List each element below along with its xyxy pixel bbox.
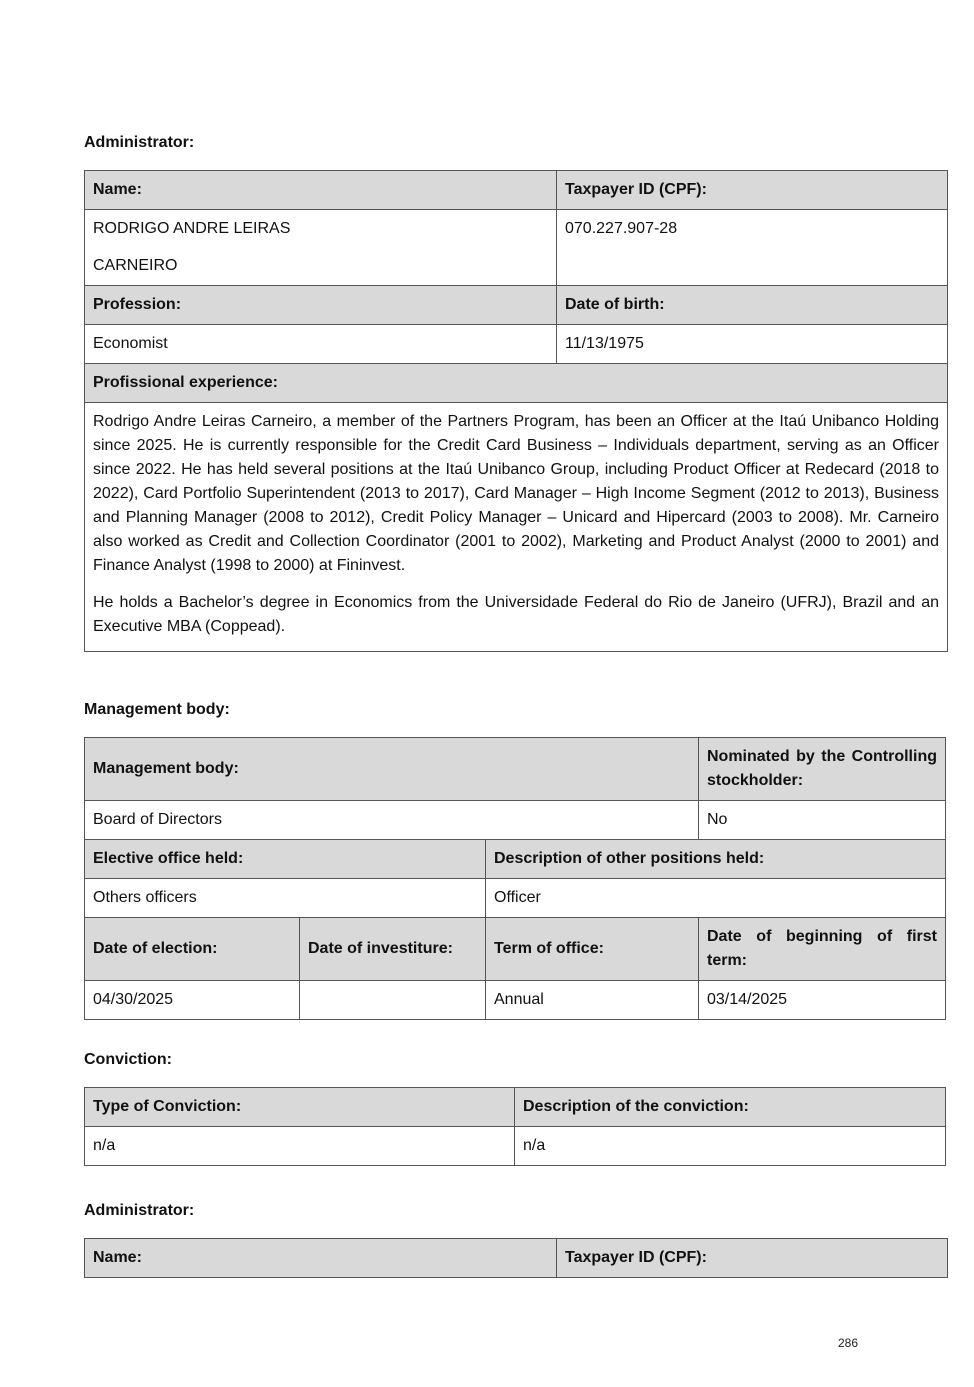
investiture-date-label: Date of investiture: (300, 918, 486, 981)
first-term-label: Date of beginning of first term: (699, 918, 946, 981)
conviction-type-label: Type of Conviction: (85, 1088, 515, 1127)
term-label: Term of office: (486, 918, 699, 981)
term-value: Annual (486, 981, 699, 1020)
dob-label: Date of birth: (557, 286, 948, 325)
cpf-label-2: Taxpayer ID (CPF): (557, 1239, 948, 1278)
conviction-heading: Conviction: (84, 1051, 172, 1068)
name-line-1: RODRIGO ANDRE LEIRAS (93, 220, 291, 237)
dob-value: 11/13/1975 (557, 325, 948, 364)
experience-text (85, 403, 948, 652)
experience-label: Profissional experience: (85, 364, 948, 403)
election-date-label: Date of election: (85, 918, 300, 981)
management-body-label: Management body: (85, 738, 699, 801)
election-date-value: 04/30/2025 (85, 981, 300, 1020)
other-positions-label: Description of other positions held: (486, 840, 946, 879)
administrator-table-2 (84, 1238, 948, 1278)
conviction-description-value: n/a (515, 1127, 946, 1166)
elective-office-value: Others officers (85, 879, 486, 918)
administrator-table (84, 170, 948, 652)
name-value (85, 210, 557, 286)
nominated-label: Nominated by the Controlling stockholder: (699, 738, 946, 801)
administrator-heading-2: Administrator: (84, 1202, 195, 1219)
management-body-value: Board of Directors (85, 801, 699, 840)
management-body-table (84, 737, 946, 1020)
conviction-description-label: Description of the conviction: (515, 1088, 946, 1127)
profession-label: Profession: (85, 286, 557, 325)
cpf-label: Taxpayer ID (CPF): (557, 171, 948, 210)
experience-paragraph-1: Rodrigo Andre Leiras Carneiro, a member of the Partners Program, has been an Officer at the Itaú Unibanco Holding since 2025. He is currently responsible for the Credit Card Business – Individuals department, serving as an Officer since 2022. He has held several positions at the Itaú Unibanco Group, including Product Officer at Redecard (2018 to 2022), Card Portfolio Superintendent (2013 to 2017), Card Manager – High Income Segment (2012 to 2013), Business and Planning Manager (2008 to 2012), Credit Policy Manager – Unicard and Hipercard (2003 to 2008). Mr. Carneiro also worked as Credit and Collection Coordinator (2001 to 2002), Marketing and Product Analyst (2000 to 2001) and Finance Analyst (1998 to 2000) at Fininvest. (93, 413, 939, 574)
profession-value: Economist (85, 325, 557, 364)
cpf-value: 070.227.907-28 (557, 210, 948, 286)
first-term-value: 03/14/2025 (699, 981, 946, 1020)
nominated-value: No (699, 801, 946, 840)
management-body-heading: Management body: (84, 701, 230, 718)
conviction-type-value: n/a (85, 1127, 515, 1166)
page-number: 286 (838, 1336, 859, 1350)
name-line-2: CARNEIRO (93, 257, 178, 274)
name-label-2: Name: (85, 1239, 557, 1278)
administrator-heading: Administrator: (84, 134, 195, 151)
conviction-table (84, 1087, 946, 1166)
experience-paragraph-2: He holds a Bachelor’s degree in Economics from the Universidade Federal do Rio de Janeiro (UFRJ), Brazil and an Executive MBA (Coppead). (93, 594, 939, 635)
other-positions-value: Officer (486, 879, 946, 918)
name-label: Name: (85, 171, 557, 210)
investiture-date-value (300, 981, 486, 1020)
elective-office-label: Elective office held: (85, 840, 486, 879)
